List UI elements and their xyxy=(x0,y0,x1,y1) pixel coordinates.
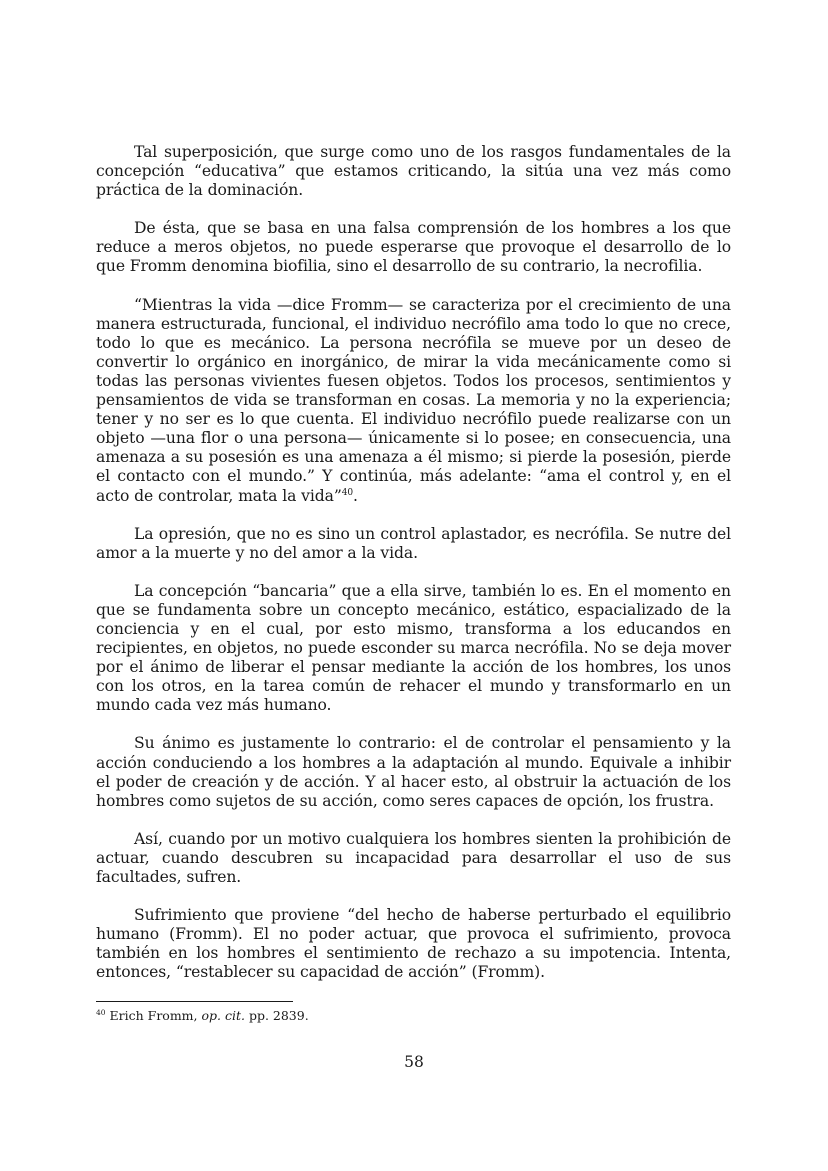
page-number: 58 xyxy=(404,1053,424,1071)
paragraph-3-text: “Mientras la vida —dice Fromm— se caracteriza por el crecimiento de una manera estructurada, funcional, el individuo necrófilo ama todo lo que no crece, todo lo que es mecánico. La persona necrófila se mueve por un deseo de convertir lo orgánico en inorgánico, de mirar la vida mecánicamente como si todas las personas vivientes fuesen objetos. Todos los procesos, sentimientos y pensamientos de vida se transforman en cosas. La memoria y no la experiencia; tener y no ser es lo que cuenta. El individuo necrófilo puede realizarse con un objeto —una flor o una persona— únicamente si lo posee; en consecuencia, una amenaza a su posesión es una amenaza a él mismo; si pierde la posesión, pierde el contacto con el mundo.” Y continúa, más adelante: “ama el control y, en el acto de controlar, mata la vida” xyxy=(96,295,731,505)
footnote-pages: pp. 2839. xyxy=(244,1008,309,1023)
footnote-number: 40 xyxy=(96,1008,106,1017)
paragraph-4: La opresión, que no es sino un control aplastador, es necrófila. Se nutre del amor a la muerte y no del amor a la vida. xyxy=(96,524,731,562)
page-body xyxy=(96,143,731,1001)
paragraph-6: Su ánimo es justamente lo contrario: el de controlar el pensamiento y la acción conduciendo a los hombres a la adaptación al mundo. Equivale a inhibir el poder de creación y de acción. Y al hacer esto, al obstruir la actuación de los hombres como sujetos de su acción, como seres capaces de opción, los frustra. xyxy=(96,734,731,810)
paragraph-3-quote xyxy=(96,296,731,506)
paragraph-2: De ésta, que se basa en una falsa comprensión de los hombres a los que reduce a meros objetos, no puede esperarse que provoque el desarrollo de lo que Fromm denomina biofilia, sino el desarrollo de su contrario, la necrofilia. xyxy=(96,219,731,276)
paragraph-3-end: . xyxy=(352,486,358,505)
paragraph-5: La concepción “bancaria” que a ella sirve, también lo es. En el momento en que se fundamenta sobre un concepto mecánico, estático, espacializado de la conciencia y en el cual, por esto mismo, transforma a los educandos en recipientes, en objetos, no puede esconder su marca necrófila. No se deja mover por el ánimo de liberar el pensar mediante la acción de los hombres, los unos con los otros, en la tarea común de rehacer el mundo y transformarlo en un mundo cada vez más humano. xyxy=(96,581,731,715)
footnote-divider xyxy=(96,1001,293,1002)
footnote-author: Erich Fromm, xyxy=(105,1008,202,1023)
paragraph-7: Así, cuando por un motivo cualquiera los hombres sienten la prohibición de actuar, cuando descubren su incapacidad para desarrollar el uso de sus facultades, sufren. xyxy=(96,829,731,886)
footnote xyxy=(96,1008,309,1024)
footnote-reference[interactable]: 40 xyxy=(341,487,353,498)
paragraph-8: Sufrimiento que proviene “del hecho de haberse perturbado el equilibrio humano (Fromm). El no poder actuar, que provoca el sufrimiento, provoca también en los hombres el sentimiento de rechazo a su impotencia. Intenta, entonces, “restablecer su capacidad de acción” (Fromm). xyxy=(96,906,731,982)
footnote-work: op. cit. xyxy=(201,1008,245,1023)
paragraph-1: Tal superposición, que surge como uno de los rasgos fundamentales de la concepción “educativa” que estamos criticando, la sitúa una vez más como práctica de la dominación. xyxy=(96,143,731,200)
